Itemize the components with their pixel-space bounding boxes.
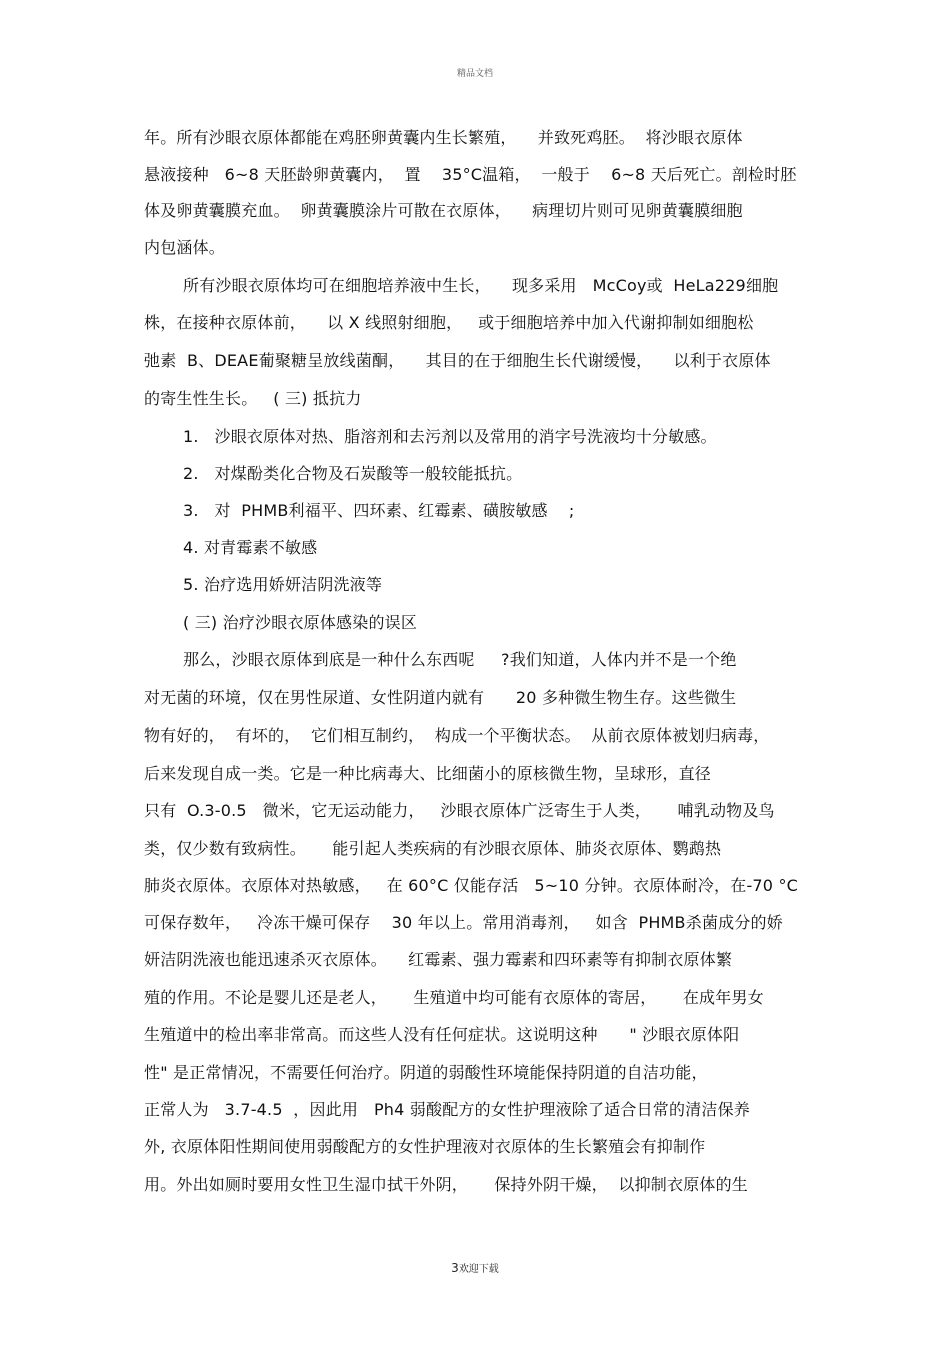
- text-line: 类，仅少数有致病性。 能引起人类疾病的有沙眼衣原体、肺炎衣原体、鹦鹉热: [144, 839, 722, 858]
- section-heading: ( 三) 治疗沙眼衣原体感染的误区: [183, 613, 418, 632]
- text-line: 肺炎衣原体。衣原体对热敏感， 在 60°C 仅能存活 5~10 分钟。衣原体耐冷，在-70 °C: [144, 876, 799, 895]
- text-line: 生殖道中的检出率非常高。而这些人没有任何症状。这说明这种 " 沙眼衣原体阳: [144, 1025, 740, 1044]
- text-line: 正常人为 3.7-4.5 ，因此用 Ph4 弱酸配方的女性护理液除了适合日常的清洁保养: [144, 1100, 751, 1119]
- text-line: 体及卵黄囊膜充血。 卵黄囊膜涂片可散在衣原体， 病理切片则可见卵黄囊膜细胞: [144, 201, 743, 220]
- text-line: 内包涵体。: [144, 238, 226, 257]
- text-line: 妍洁阴洗液也能迅速杀灭衣原体。 红霉素、强力霉素和四环素等有抑制衣原体繁: [144, 950, 733, 969]
- text-line: 性" 是正常情况，不需要任何治疗。阴道的弱酸性环境能保持阴道的自洁功能，: [144, 1063, 708, 1082]
- page-number: 3: [451, 1261, 459, 1275]
- text-line: 用。外出如厕时要用女性卫生湿巾拭干外阴， 保持外阴干燥， 以抑制衣原体的生: [144, 1175, 749, 1194]
- text-line: 物有好的， 有坏的， 它们相互制约， 构成一个平衡状态。 从前衣原体被划归病毒，: [144, 726, 770, 745]
- list-item: 5. 治疗选用娇妍洁阴洗液等: [183, 575, 383, 594]
- text-line: 年。所有沙眼衣原体都能在鸡胚卵黄囊内生长繁殖， 并致死鸡胚。 将沙眼衣原体: [144, 128, 743, 147]
- text-line: 只有 O.3-0.5 微米，它无运动能力， 沙眼衣原体广泛寄生于人类， 哺乳动物及鸟: [144, 801, 775, 820]
- text-line: 株，在接种衣原体前， 以 X 线照射细胞， 或于细胞培养中加入代谢抑制如细胞松: [144, 313, 754, 332]
- page-footer: [0, 1260, 950, 1275]
- text-line: 弛素 B、DEAE葡聚糖呈放线菌酮， 其目的在于细胞生长代谢缓慢， 以利于衣原体: [144, 351, 771, 370]
- text-line: 所有沙眼衣原体均可在细胞培养液中生长， 现多采用 McCoy或 HeLa229细胞: [183, 276, 779, 295]
- text-line: 对无菌的环境，仅在男性尿道、女性阴道内就有 20 多种微生物生存。这些微生: [144, 688, 737, 707]
- page-header: 精品文档: [456, 69, 493, 79]
- footer-text: 欢迎下载: [458, 1264, 499, 1275]
- text-line: 殖的作用。不论是婴儿还是老人， 生殖道中均可能有衣原体的寄居， 在成年男女: [144, 988, 764, 1007]
- list-item: 1. 沙眼衣原体对热、脂溶剂和去污剂以及常用的消字号洗液均十分敏感。: [183, 427, 717, 446]
- list-item: 4. 对青霉素不敏感: [183, 538, 318, 557]
- text-line: 可保存数年， 冷冻干燥可保存 30 年以上。常用消毒剂， 如含 PHMB杀菌成分的娇: [144, 913, 783, 932]
- text-line: 的寄生性生长。 ( 三) 抵抗力: [144, 389, 362, 408]
- text-line: 那么，沙眼衣原体到底是一种什么东西呢 ?我们知道，人体内并不是一个绝: [183, 650, 737, 669]
- list-item: 3. 对 PHMB利福平、四环素、红霉素、磺胺敏感 ;: [183, 501, 575, 520]
- text-line: 外, 衣原体阳性期间使用弱酸配方的女性护理液对衣原体的生长繁殖会有抑制作: [144, 1137, 706, 1156]
- text-line: 后来发现自成一类。它是一种比病毒大、比细菌小的原核微生物，呈球形，直径: [144, 764, 712, 783]
- list-item: 2. 对煤酚类化合物及石炭酸等一般较能抵抗。: [183, 464, 523, 483]
- text-line: 悬液接种 6~8 天胚龄卵黄囊内， 置 35°C温箱， 一般于 6~8 天后死亡。剖检时胚: [144, 165, 797, 184]
